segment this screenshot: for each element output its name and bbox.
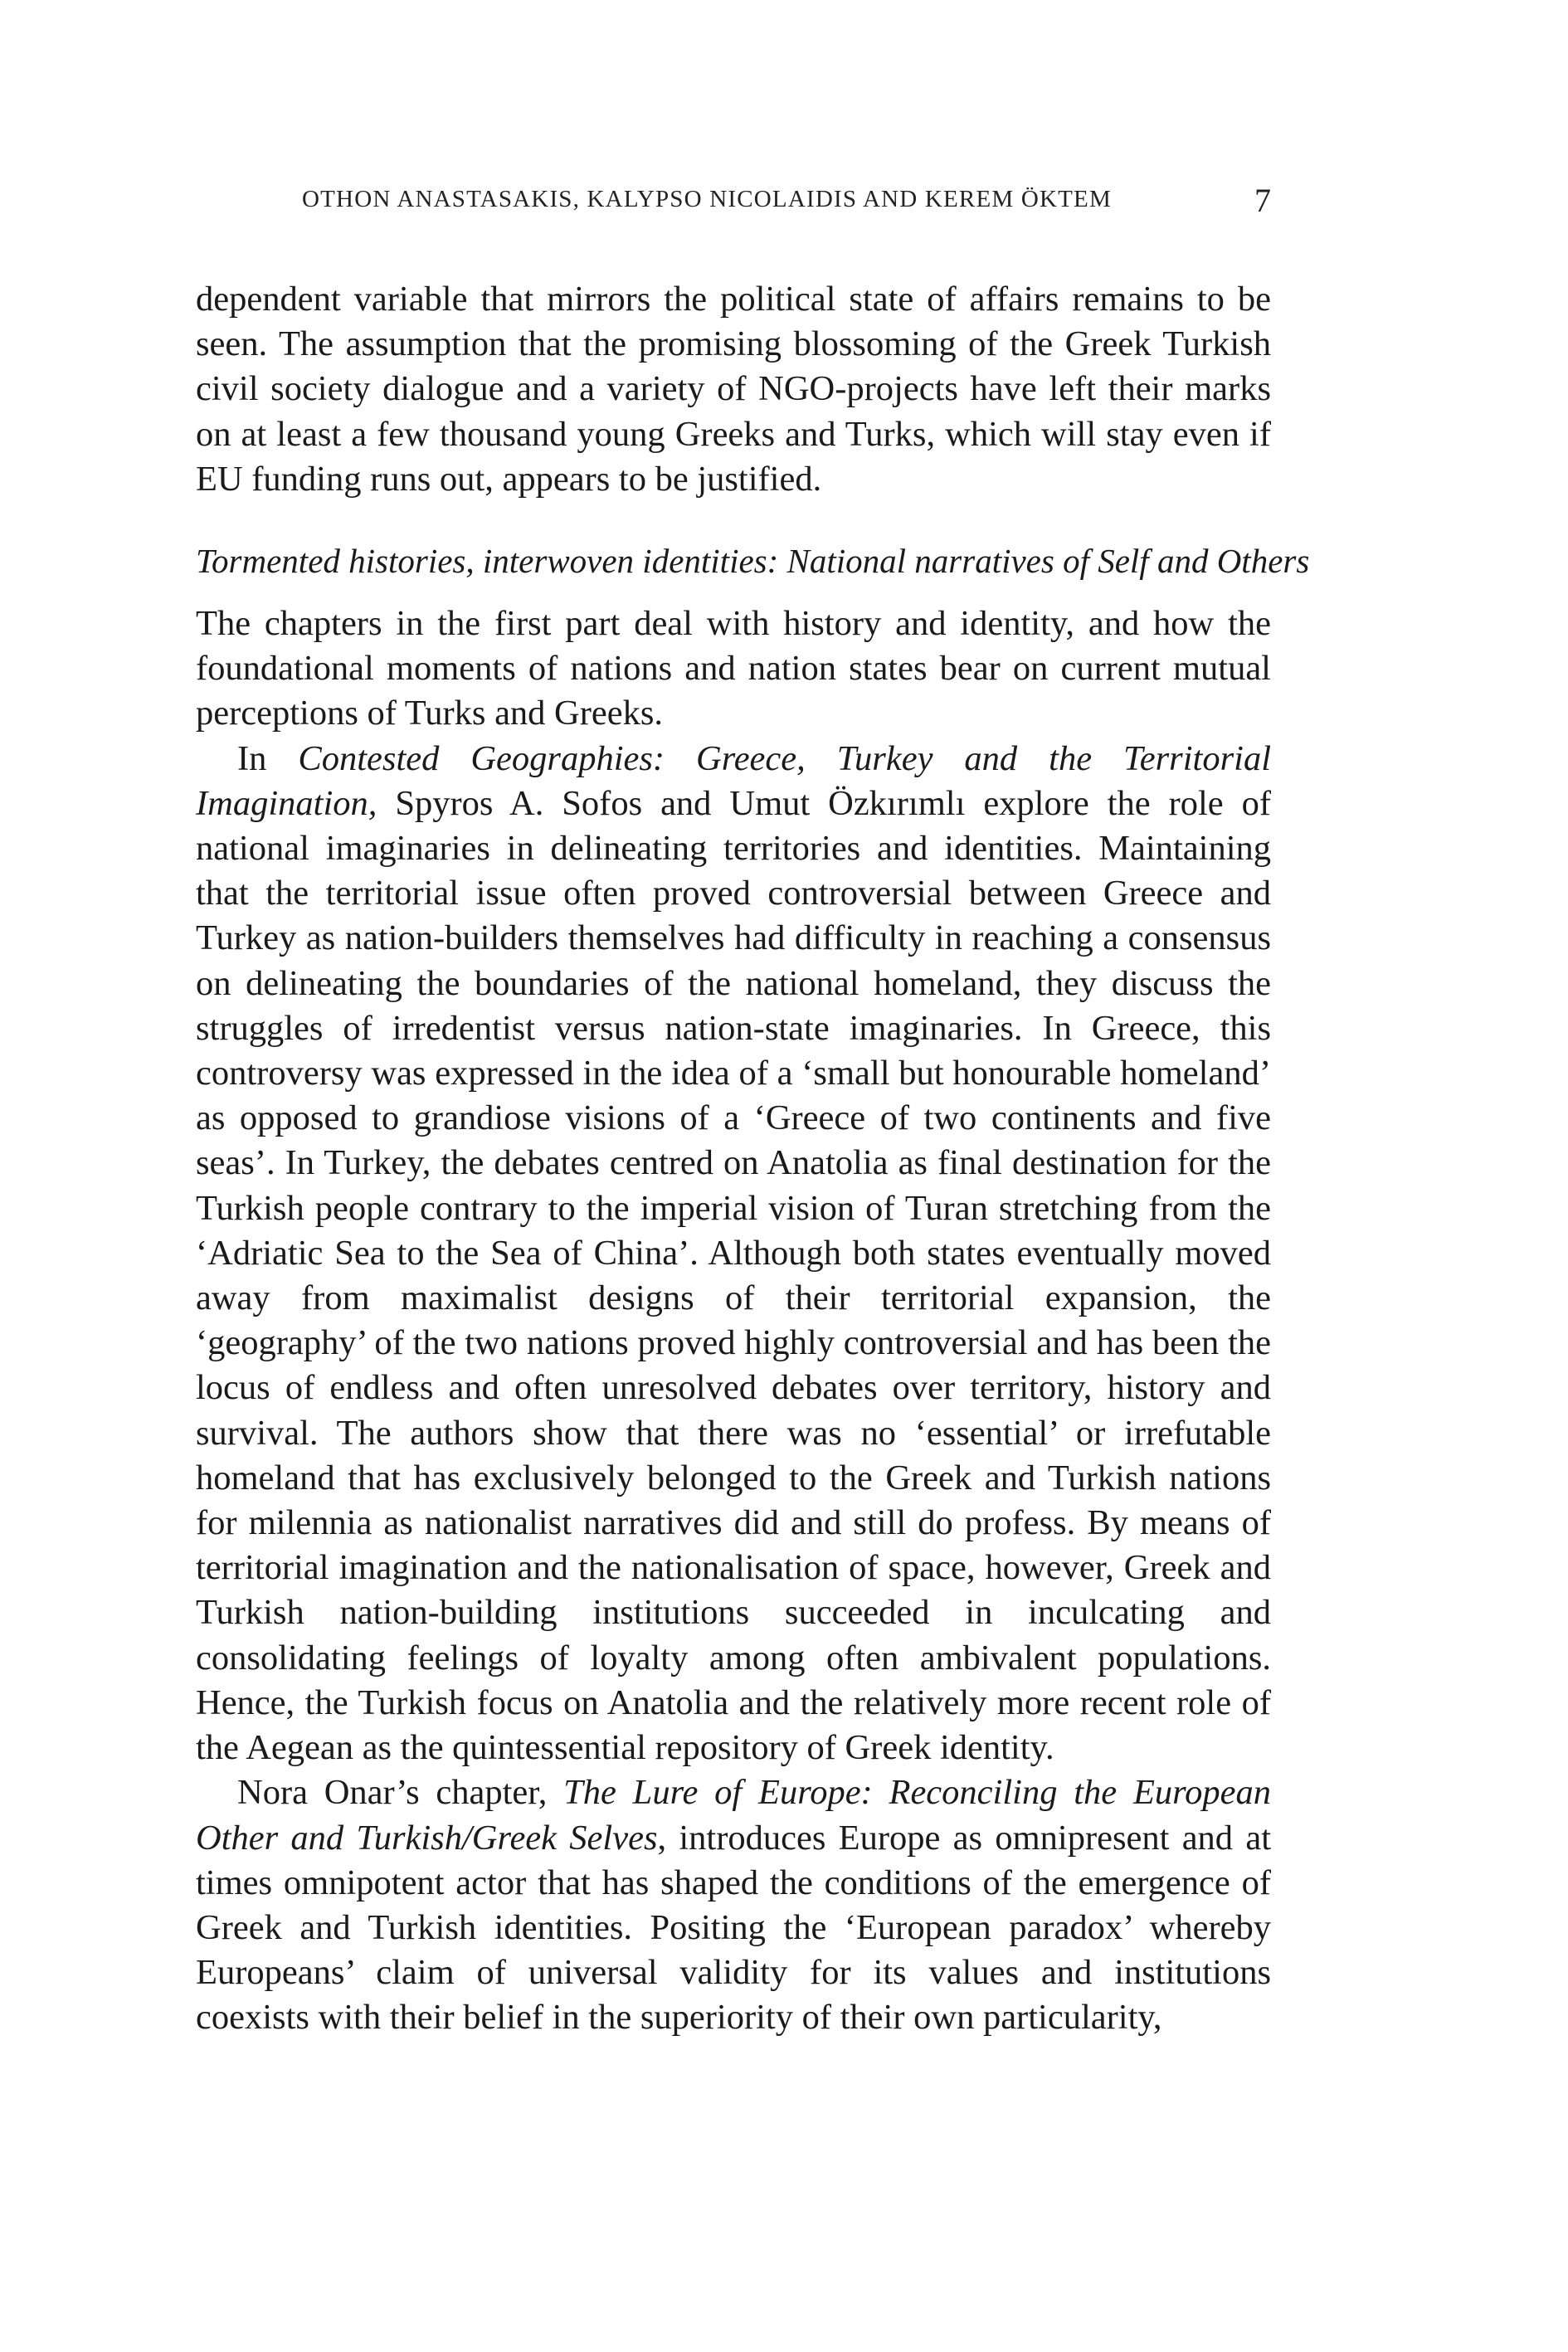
paragraph-continued: dependent variable that mirrors the political state of affairs remains to be seen. The assumption that the promising blossoming of the Greek Turkish civil society dialogue and a variety of NGO-projects have left their marks on at least a few thousand young Greeks and Turks, which will stay even if EU funding runs out, appears to be justified. [196,280,1271,499]
paragraph-lure-of-europe [196,1770,1271,2040]
paragraph-chapters-intro: The chapters in the first part deal with history and identity, and how the foundational moments of nations and nation states bear on current mutual perceptions of Turks and Greeks. [196,604,1271,733]
paragraph-lead-text: In [237,738,299,778]
book-page [196,181,1310,2041]
running-head-title: OTHON ANASTASAKIS, KALYPSO NICOLAIDIS AND KEREM ÖKTEM [302,186,1112,212]
paragraph-body-text: Spyros A. Sofos and Umut Özkırımlı explore the role of national imaginaries in delineating territories and identities. Maintaining that the territorial issue often proved controversial between Greece and Turkey as nation-builders themselves had difficulty in reaching a consensus on delineating the boundaries of the national homeland, they discuss the struggles of irredentist versus nation-state imaginaries. In Greece, this controversy was expressed in the idea of a ‘small but honourable homeland’ as opposed to grandiose visions of a ‘Greece of two continents and five seas’. In Turkey, the debates centred on Anatolia as final destination for the Turkish people contrary to the imperial vision of Turan stretching from the ‘Adriatic Sea to the Sea of China’. Although both states eventually moved away from maximalist designs of their territorial expansion, the ‘geography’ of the two nations proved highly controversial and has been the locus of endless and often unresolved debates over territory, history and survival. The authors show that there was no ‘essential’ or irrefutable homeland that has exclusively belonged to the Greek and Turkish nations for milennia as nationalist narratives did and still do profess. By means of territorial imagination and the nationalisation of space, however, Greek and Turkish nation-building institutions succeeded in inculcating and consolidating feelings of loyalty among often ambivalent populations. Hence, the Turkish focus on Anatolia and the relatively more recent role of the Aegean as the quintessential repository of Greek identity. [196,783,1271,1768]
section-heading: Tormented histories, interwoven identities: National narratives of Self and Others [196,542,1310,581]
chapter-title-lure-of-europe: The Lure of Europe: Reconciling the European Other and Turkish/Greek Selves [196,1773,1271,1858]
running-head [196,181,1271,222]
chapter-title-contested-geographies: Contested Geographies: Greece, Turkey and the Territorial Imagination, [196,738,1271,823]
page-number: 7 [1254,182,1271,219]
paragraph-lead-text: Nora Onar’s chapter, [237,1773,564,1813]
paragraph-body-text: , introduces Europe as omnipresent and at times omnipotent actor that has shaped the conditions of the emergence of Greek and Turkish identities. Positing the ‘European paradox’ whereby Europeans’ claim of universal validity for its values and institutions coexists with their belief in the superiority of their own particularity, [196,1818,1271,2038]
paragraph-contested-geographies [196,737,1271,1771]
